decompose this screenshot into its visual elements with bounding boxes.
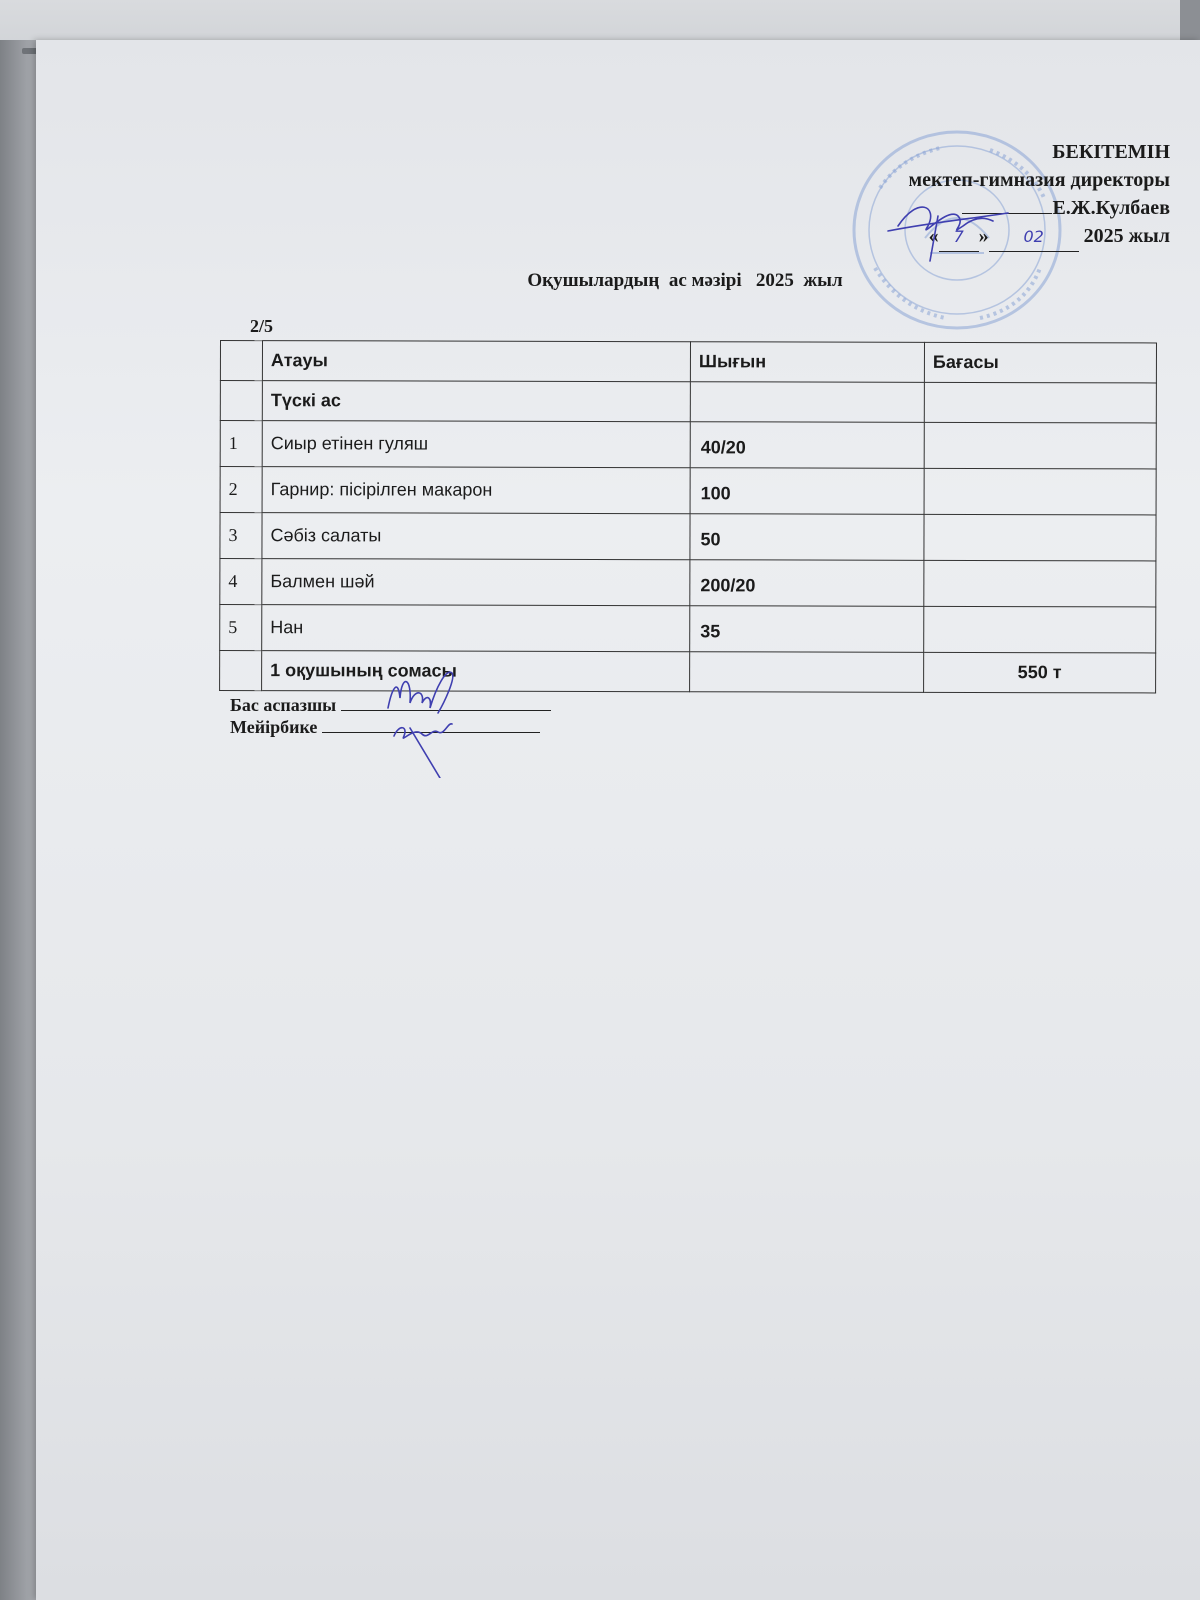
table-row — [220, 513, 1156, 561]
handwritten-signatures — [380, 668, 490, 778]
approver-name: Е.Ж.Кулбаев — [1052, 197, 1170, 219]
dish-quantity: 200/20 — [690, 560, 924, 607]
chef-label: Бас аспазшы — [230, 695, 337, 715]
dish-price — [924, 422, 1156, 469]
date-year: 2025 жыл — [1083, 225, 1170, 247]
dish-quantity: 100 — [690, 468, 924, 515]
table-row — [220, 467, 1156, 515]
menu-table — [219, 340, 1157, 693]
table-cell — [924, 382, 1156, 423]
total-label: 1 оқушының сомасы — [262, 651, 690, 692]
dish-quantity: 40/20 — [690, 422, 924, 469]
dish-quantity: 50 — [690, 514, 924, 561]
date-quote-close: » — [978, 225, 989, 247]
approval-heading: БЕКІТЕМІН — [1052, 141, 1170, 163]
table-cell — [220, 381, 262, 421]
dish-name: Сиыр етінен гуляш — [262, 421, 690, 468]
row-number: 3 — [220, 513, 262, 559]
dish-name: Гарнир: пісірілген макарон — [262, 467, 690, 514]
dish-price — [924, 560, 1156, 607]
table-cell — [220, 651, 262, 691]
table-cell — [690, 652, 924, 693]
dish-name: Нан — [262, 605, 690, 652]
dish-quantity: 35 — [690, 606, 924, 653]
date-quote-open: « — [928, 225, 939, 247]
date-day-blank: 7 — [939, 223, 979, 252]
director-signature — [878, 186, 1018, 266]
header-cell-number — [220, 341, 262, 381]
approver-position: мектеп-гимназия директоры — [908, 169, 1170, 191]
dish-price — [924, 606, 1156, 653]
row-number: 5 — [220, 605, 262, 651]
header-cell-name: Атауы — [262, 341, 690, 382]
table-row — [220, 559, 1156, 607]
table-row — [220, 421, 1156, 469]
dish-price — [924, 468, 1156, 515]
table-row — [220, 605, 1156, 653]
table-cell — [690, 382, 924, 423]
total-row — [220, 651, 1156, 693]
dish-price — [924, 514, 1156, 561]
nurse-label: Мейірбике — [230, 717, 318, 737]
dish-name: Сәбіз салаты — [262, 513, 690, 560]
row-number: 1 — [220, 421, 262, 467]
total-value: 550 т — [924, 652, 1156, 693]
header-cell-price: Бағасы — [924, 342, 1156, 383]
header-cell-quantity: Шығын — [690, 342, 924, 383]
row-number: 4 — [220, 559, 262, 605]
date-month-blank: 02 — [989, 223, 1079, 252]
section-row — [220, 381, 1156, 423]
table-header-row — [220, 341, 1156, 383]
page-title: Оқушылардың ас мәзірі 2025 жыл — [527, 270, 843, 291]
dish-name: Балмен шәй — [262, 559, 690, 606]
row-number: 2 — [220, 467, 262, 513]
day-label: 2/5 — [250, 316, 274, 336]
section-label: Түскі ас — [262, 381, 690, 422]
